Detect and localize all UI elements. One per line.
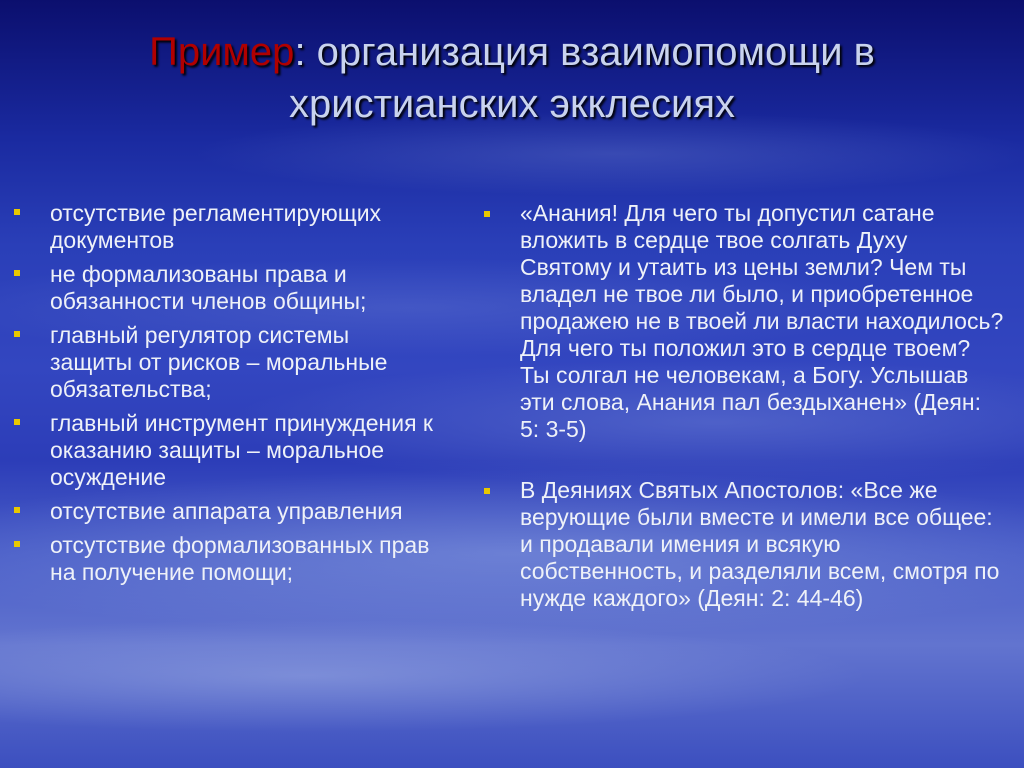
right-bullet-list — [484, 200, 1004, 612]
square-bullet-icon — [14, 507, 20, 513]
square-bullet-icon — [484, 211, 490, 217]
list-item-text: не формализованы права и обязанности членов общины; — [50, 261, 367, 314]
quote-text: В Деяниях Святых Апостолов: «Все же верующие были вместе и имели все общее: и продавали имения и всякую собственность, и разделяли всем, смотря по нужде каждого» (Деян: 2: 44-46) — [520, 477, 1000, 611]
left-bullet-list — [14, 200, 434, 586]
square-bullet-icon — [14, 541, 20, 547]
list-item-text: главный инструмент принуждения к оказанию защиты – моральное осуждение — [50, 410, 433, 490]
title-line-2: христианских экклесиях — [289, 82, 735, 126]
square-bullet-icon — [14, 270, 20, 276]
list-item — [14, 261, 434, 315]
quote-text: «Анания! Для чего ты допустил сатане вложить в сердце твое солгать Духу Святому и утаить из цены земли? Чем ты владел не твое ли было, и приобретенное продажею не в твоей ли власти находилось? Для чего ты положил это в сердце твоем? Ты солгал не человекам, а Богу. Услышав эти слова, Анания пал бездыханен» (Деян: 5: 3-5) — [520, 200, 1004, 442]
slide-title — [0, 26, 1024, 130]
list-item — [14, 498, 434, 525]
square-bullet-icon — [14, 419, 20, 425]
left-column — [14, 200, 434, 593]
list-item — [14, 532, 434, 586]
right-column — [484, 200, 1004, 646]
quote-item — [484, 477, 1004, 612]
list-item-text: главный регулятор системы защиты от рисков – моральные обязательства; — [50, 322, 388, 402]
square-bullet-icon — [14, 209, 20, 215]
title-line-1-rest: : организация взаимопомощи в — [294, 30, 875, 74]
list-item — [14, 322, 434, 403]
list-item — [14, 200, 434, 254]
title-lead: Пример — [149, 30, 295, 74]
square-bullet-icon — [484, 488, 490, 494]
title-line-1 — [0, 26, 1024, 78]
list-item-text: отсутствие аппарата управления — [50, 498, 403, 524]
quote-item — [484, 200, 1004, 443]
list-item — [14, 410, 434, 491]
list-item-text: отсутствие регламентирующих документов — [50, 200, 382, 253]
square-bullet-icon — [14, 331, 20, 337]
list-item-text: отсутствие формализованных прав на получение помощи; — [50, 532, 430, 585]
